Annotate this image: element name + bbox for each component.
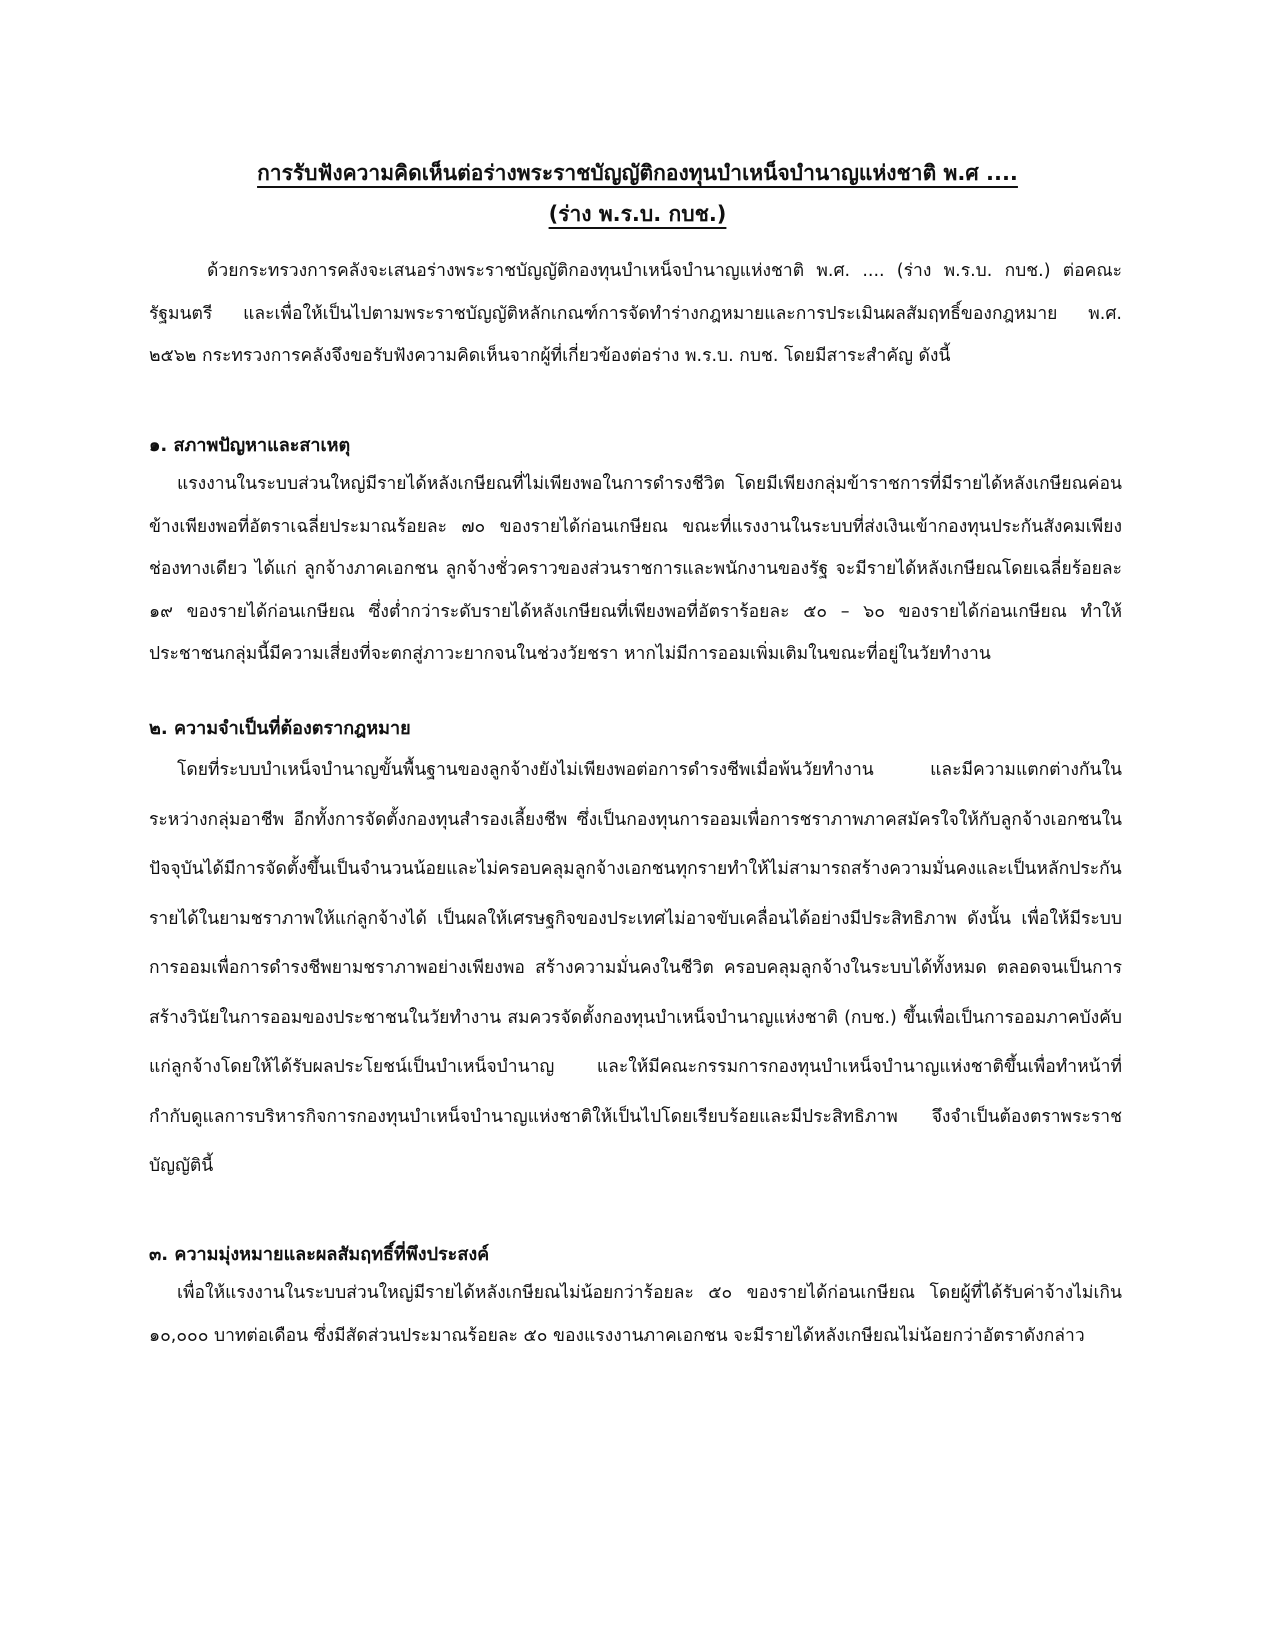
section-1-body: แรงงานในระบบส่วนใหญ่มีรายได้หลังเกษียณที่ไม่เพียงพอในการดำรงชีวิต โดยมีเพียงกลุ่มข้าราชการที่มีรายได้หลังเกษียณค่อนข้างเพียงพอที่อัตราเฉลี่ยประมาณร้อยละ ๗๐ ของรายได้ก่อนเกษียณ ขณะที่แรงงานในระบบที่ส่งเงินเข้ากองทุนประกันสังคมเพียงช่องทางเดียว ได้แก่ ลูกจ้างภาคเอกชน ลูกจ้างชั่วคราวของส่วนราชการและพนักงานของรัฐ จะมีรายได้หลังเกษียณโดยเฉลี่ยร้อยละ ๑๙ ของรายได้ก่อนเกษียณ ซึ่งต่ำกว่าระดับรายได้หลังเกษียณที่เพียงพอที่อัตราร้อยละ ๕๐ – ๖๐ ของรายได้ก่อนเกษียณ ทำให้ประชาชนกลุ่มนี้มีความเสี่ยงที่จะตกสู่ภาวะยากจนในช่วงวัยชรา หากไม่มีการออมเพิ่มเติมในขณะที่อยู่ในวัยทำงาน <box>149 474 1122 664</box>
section-2-body: โดยที่ระบบบำเหน็จบำนาญขั้นพื้นฐานของลูกจ้างยังไม่เพียงพอต่อการดำรงชีพเมื่อพ้นวัยทำงาน และมีความแตกต่างกันในระหว่างกลุ่มอาชีพ อีกทั้งการจัดตั้งกองทุนสำรองเลี้ยงชีพ ซึ่งเป็นกองทุนการออมเพื่อการชราภาพภาคสมัครใจให้กับลูกจ้างเอกชนในปัจจุบันได้มีการจัดตั้งขึ้นเป็นจำนวนน้อยและไม่ครอบคลุมลูกจ้างเอกชนทุกรายทำให้ไม่สามารถสร้างความมั่นคงและเป็นหลักประกันรายได้ในยามชราภาพให้แก่ลูกจ้างได้ เป็นผลให้เศรษฐกิจของประเทศไม่อาจขับเคลื่อนได้อย่างมีประสิทธิภาพ ดังนั้น เพื่อให้มีระบบการออมเพื่อการดำรงชีพยามชราภาพอย่างเพียงพอ สร้างความมั่นคงในชีวิต ครอบคลุมลูกจ้างในระบบได้ทั้งหมด ตลอดจนเป็นการสร้างวินัยในการออมของประชาชนในวัยทำงาน สมควรจัดตั้งกองทุนบำเหน็จบำนาญแห่งชาติ (กบช.) ขึ้นเพื่อเป็นการออมภาคบังคับแก่ลูกจ้างโดยให้ได้รับผลประโยชน์เป็นบำเหน็จบำนาญ และให้มีคณะกรรมการกองทุนบำเหน็จบำนาญแห่งชาติขึ้นเพื่อทำหน้าที่กำกับดูแลการบริหารกิจการกองทุนบำเหน็จบำนาญแห่งชาติให้เป็นไปโดยเรียบร้อยและมีประสิทธิภาพ จึงจำเป็นต้องตราพระราชบัญญัตินี้ <box>149 760 1122 1176</box>
document-subtitle: (ร่าง พ.ร.บ. กบช.) <box>548 202 727 226</box>
section-2-heading: ๒. ความจำเป็นที่ต้องตรากฎหมาย <box>149 718 411 739</box>
section-1-heading: ๑. สภาพปัญหาและสาเหตุ <box>149 435 351 456</box>
section-3-body: เพื่อให้แรงงานในระบบส่วนใหญ่มีรายได้หลังเกษียณไม่น้อยกว่าร้อยละ ๕๐ ของรายได้ก่อนเกษียณ โดยผู้ที่ได้รับค่าจ้างไม่เกิน ๑๐,๐๐๐ บาทต่อเดือน ซึ่งมีสัดส่วนประมาณร้อยละ ๕๐ ของแรงงานภาคเอกชน จะมีรายได้หลังเกษียณไม่น้อยกว่าอัตราดังกล่าว <box>149 1283 1122 1346</box>
intro-paragraph: ด้วยกระทรวงการคลังจะเสนอร่างพระราชบัญญัติกองทุนบำเหน็จบำนาญแห่งชาติ พ.ศ. .... (ร่าง พ.ร.บ. กบช.) ต่อคณะรัฐมนตรี และเพื่อให้เป็นไปตามพระราชบัญญัติหลักเกณฑ์การจัดทำร่างกฎหมายและการประเมินผลสัมฤทธิ์ของกฎหมาย พ.ศ. ๒๕๖๒ กระทรวงการคลังจึงขอรับฟังความคิดเห็นจากผู้ที่เกี่ยวข้องต่อร่าง พ.ร.บ. กบช. โดยมีสาระสำคัญ ดังนี้ <box>149 261 1122 366</box>
document-title: การรับฟังความคิดเห็นต่อร่างพระราชบัญญัติกองทุนบำเหน็จบำนาญแห่งชาติ พ.ศ .... <box>257 161 1018 185</box>
section-3-heading: ๓. ความมุ่งหมายและผลสัมฤทธิ์ที่พึงประสงค์ <box>149 1244 490 1265</box>
